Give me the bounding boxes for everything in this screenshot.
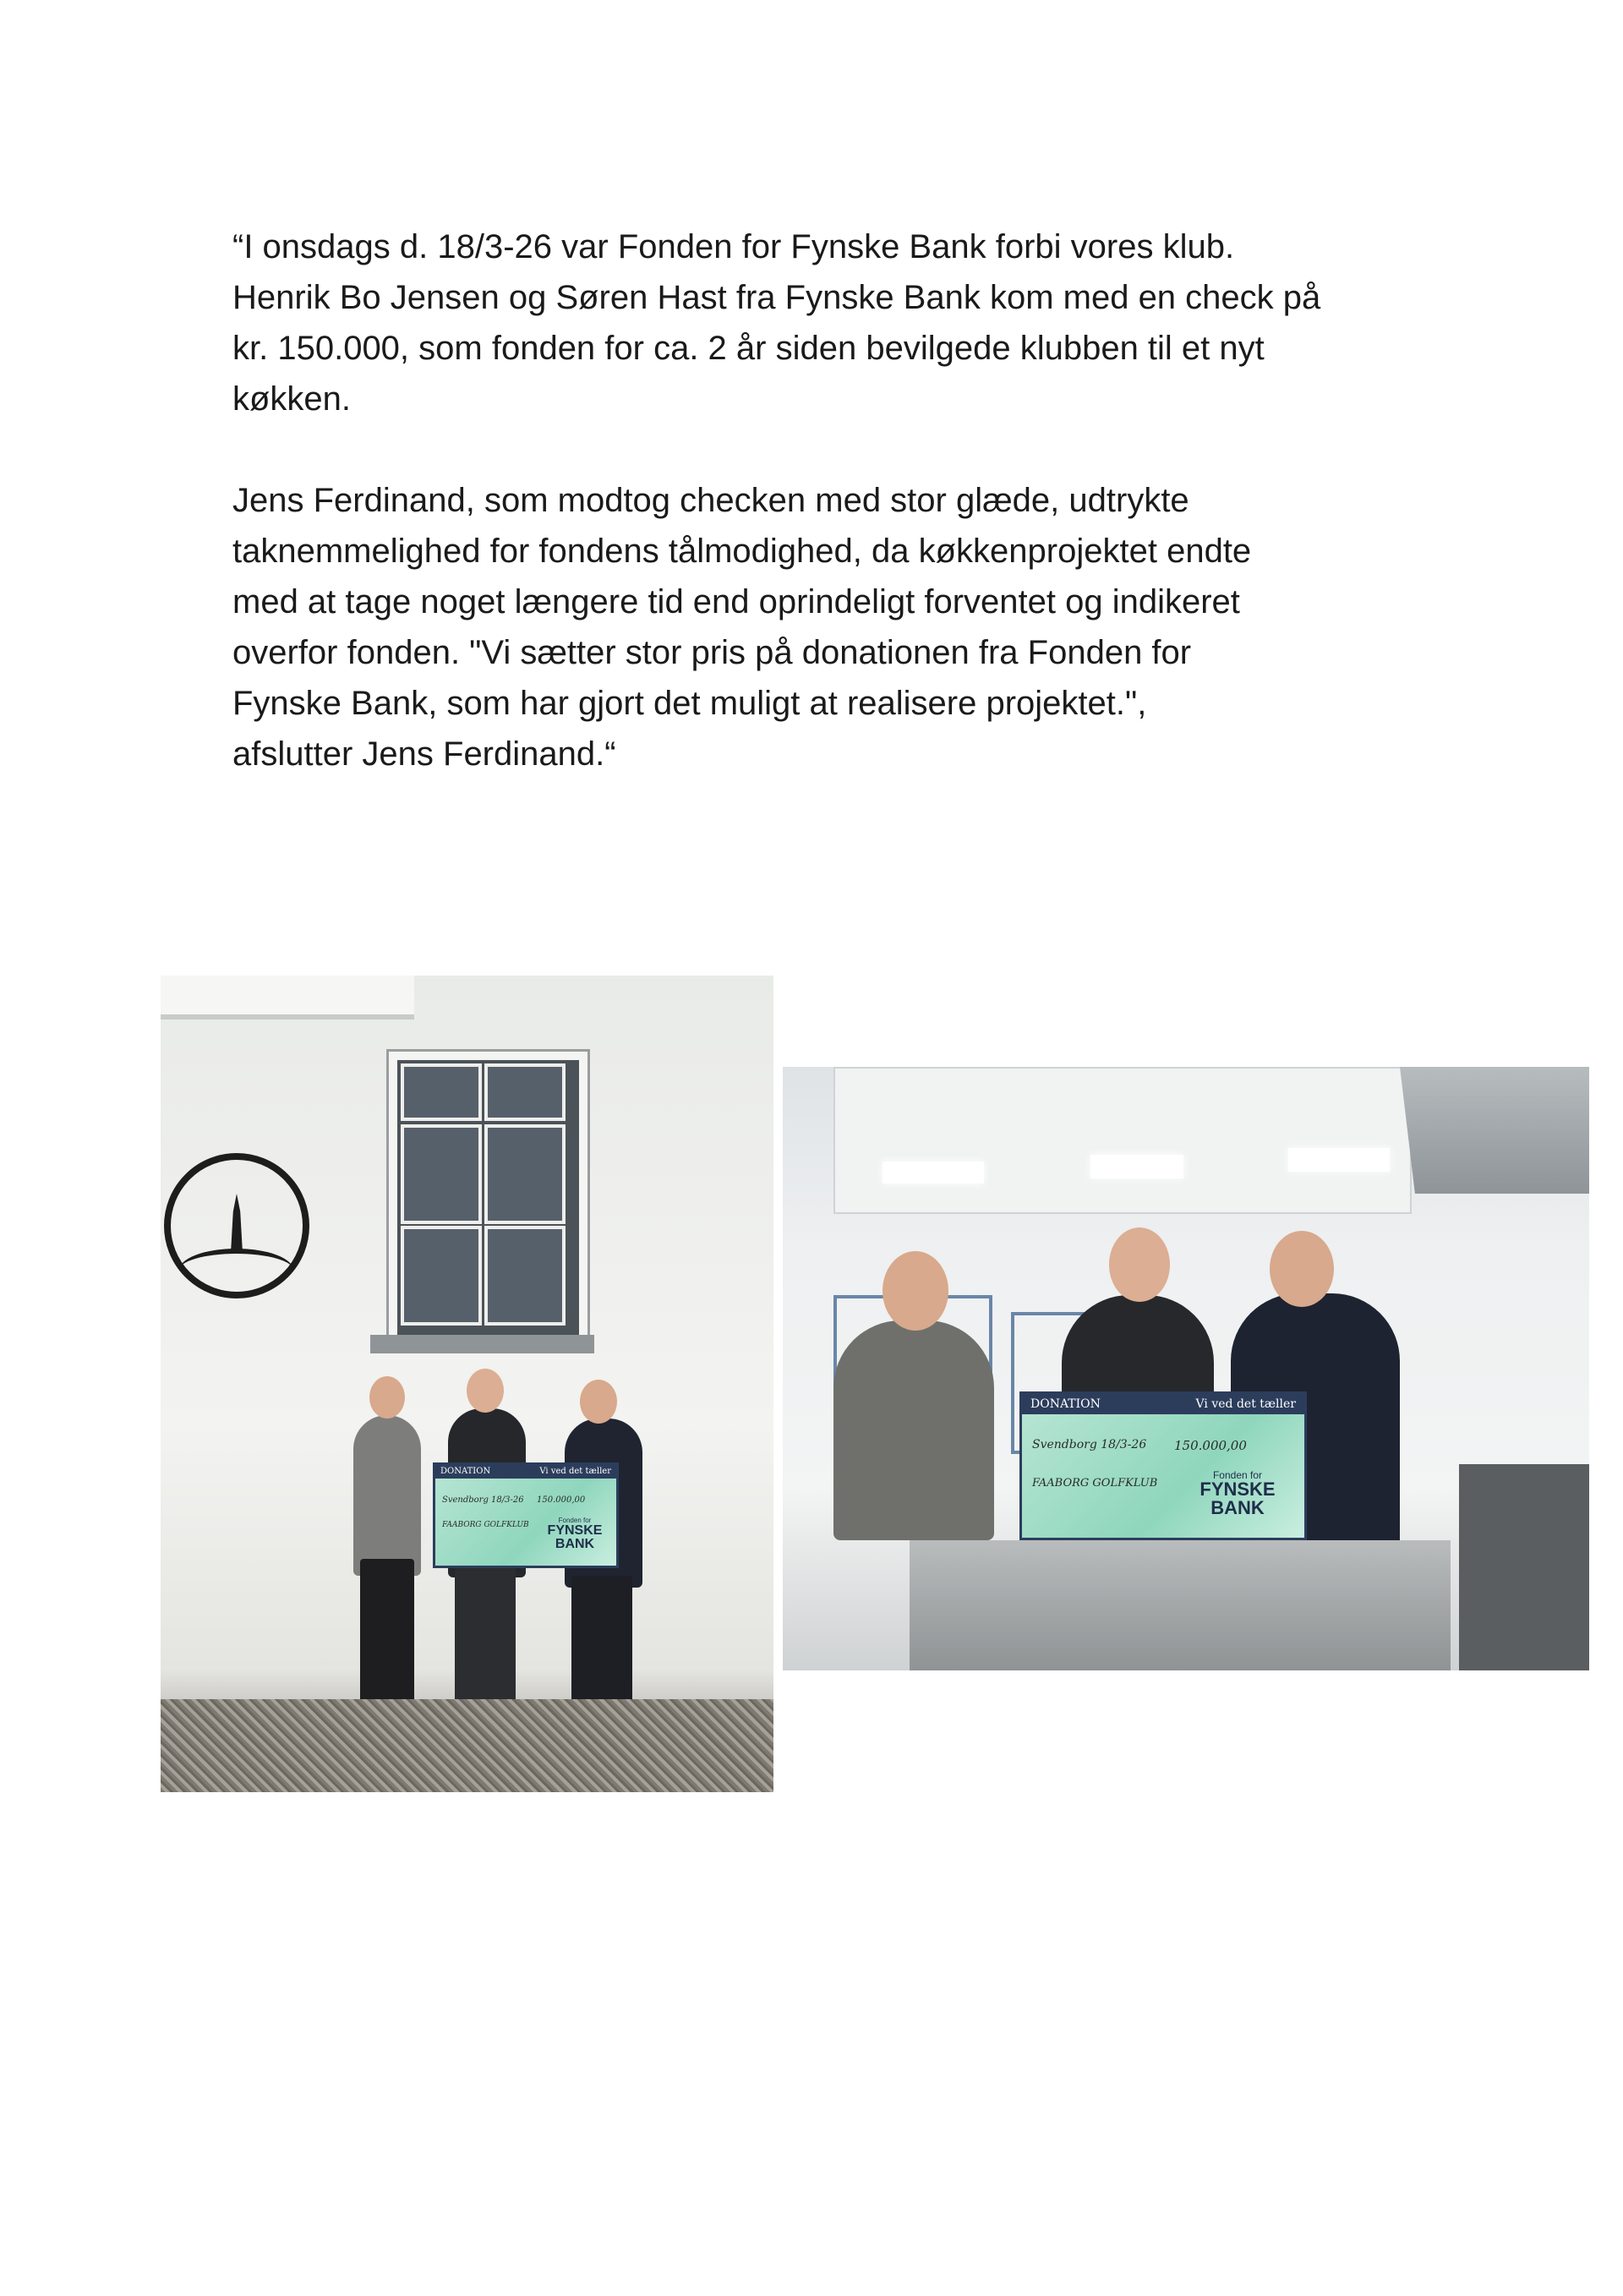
paragraph-2: Jens Ferdinand, som modtog checken med stor glæde, udtrykte taknemmelighed for fondens tålmodighed, da køkkenprojektet endte med at tage noget længere tid end oprindeligt forventet og indikeret overfor fonden. "Vi sætter stor pris på donationen fra Fonden for Fynske Bank, som har gjort det muligt at realisere projektet.", afslutter Jens Ferdinand.“ [232,482,1252,773]
donation-cheque [1019,1391,1307,1540]
cheque-bank-prefix: Fonden for [1212,1469,1263,1481]
roof-eave [161,976,414,1020]
cheque-amount: 150.000,00 [1174,1438,1247,1453]
photo-new-kitchen [783,1067,1589,1670]
gravel-ground [161,1699,773,1792]
steel-counter [910,1540,1451,1670]
person-left [353,1415,421,1576]
cheque-header-label: DONATION [1030,1397,1101,1411]
article-text [232,221,1450,779]
cheque-bank-name-2: BANK [555,1537,595,1551]
window-sill [370,1335,594,1353]
cheque-tagline: Vi ved det tæller [539,1467,611,1476]
golf-club-logo-icon [164,1153,309,1298]
cheque-tagline: Vi ved det tæller [1195,1397,1296,1411]
cheque-bank-name-1: FYNSKE [1199,1479,1276,1500]
cheque-header-label: DONATION [440,1467,491,1476]
extractor-hood [1400,1067,1589,1194]
cheque-recipient: FAABORG GOLFKLUB [442,1521,529,1529]
cheque-bank-name-1: FYNSKE [547,1523,603,1538]
stove [1459,1464,1589,1670]
paragraph-1: “I onsdags d. 18/3-26 var Fonden for Fynske Bank forbi vores klub. Henrik Bo Jensen og Søren Hast fra Fynske Bank kom med en check på kr. 150.000, som fonden for ca. 2 år siden bevilgede klubben til et nyt køkken. [232,228,1321,418]
window [389,1052,587,1343]
cheque-place-date: Svendborg 18/3-26 [442,1495,524,1505]
person-left [833,1320,994,1540]
cheque-amount: 150.000,00 [537,1495,586,1505]
cheque-recipient: FAABORG GOLFKLUB [1032,1477,1158,1490]
cheque-place-date: Svendborg 18/3-26 [1032,1438,1147,1451]
cheque-bank-name-2: BANK [1210,1497,1265,1518]
donation-cheque [433,1462,619,1568]
photo-clubhouse-exterior [161,976,773,1792]
cheque-bank-prefix: Fonden for [558,1517,592,1524]
